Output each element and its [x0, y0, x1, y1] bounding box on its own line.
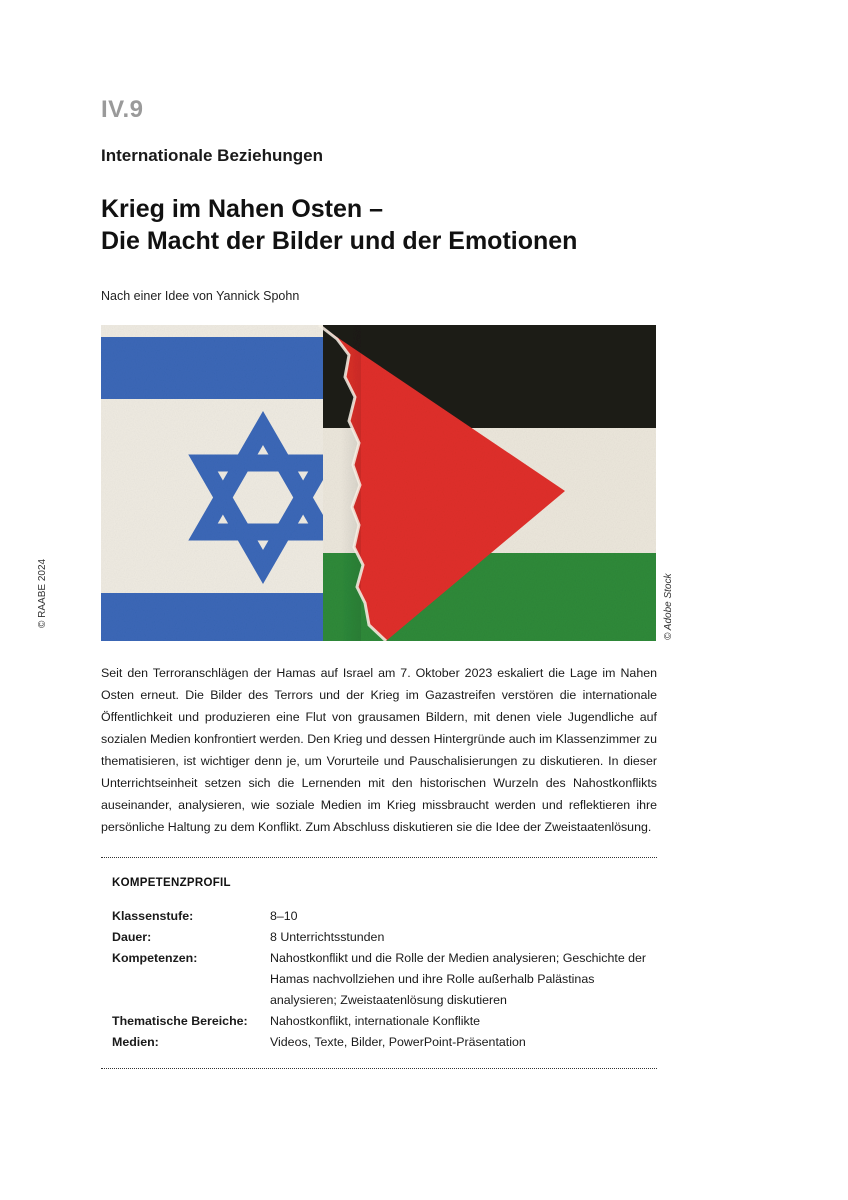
copyright-image: © Adobe Stock [663, 573, 674, 640]
row-value: Videos, Texte, Bilder, PowerPoint-Präsentation [270, 1035, 526, 1049]
row-label: Thematische Bereiche: [112, 1014, 248, 1028]
category-label: Internationale Beziehungen [101, 146, 323, 165]
row-value: 8 Unterrichtsstunden [270, 930, 385, 944]
intro-paragraph: Seit den Terroranschlägen der Hamas auf Israel am 7. Oktober 2023 eskaliert die Lage im Nahen Osten erneut. Die Bilder des Terrors und der Krieg im Gazastreifen verstören die internationale Öffentlichkeit und produzieren eine Flut von grausamen Bildern, mit denen viele Jugendliche auf sozialen Medien konfrontiert werden. Den Krieg und dessen Hintergründe auch im Klassenzimmer zu thematisieren, ist wichtiger denn je, um Vorurteile und Pauschalisierungen zu diskutieren. In dieser Unterrichtseinheit setzen sich die Lernenden mit den historischen Wurzeln des Nahostkonflikts auseinander, analysieren, wie soziale Medien im Krieg missbraucht werden und reflektieren ihre persönliche Haltung zu dem Konflikt. Zum Abschluss diskutieren sie die Idee der Zweistaatenlösung. [101, 666, 657, 834]
table-row [112, 1032, 652, 1053]
row-value: 8–10 [270, 909, 298, 923]
copyright-raabe: © RAABE 2024 [37, 558, 48, 628]
chapter-number: IV.9 [101, 96, 144, 123]
row-value: Nahostkonflikt und die Rolle der Medien analysieren; Geschichte der Hamas nachvollziehen und ihre Rolle außerhalb Palästinas analysieren; Zweistaatenlösung diskutieren [270, 951, 647, 1007]
flags-illustration [101, 325, 656, 641]
hero-image [101, 325, 656, 641]
kompetenzprofil-table [112, 906, 652, 1053]
title-line-2: Die Macht der Bilder und der Emotionen [101, 227, 578, 255]
title-line-1: Krieg im Nahen Osten – [101, 195, 384, 223]
table-row [112, 948, 652, 1011]
page-title [101, 193, 577, 257]
divider-top [101, 857, 657, 858]
palestine-flag [319, 325, 656, 641]
table-row [112, 906, 652, 927]
row-label: Klassenstufe: [112, 909, 194, 923]
divider-bottom [101, 1068, 657, 1069]
kompetenzprofil-heading: KOMPETENZPROFIL [112, 877, 231, 889]
table-row [112, 927, 652, 948]
author-credit: Nach einer Idee von Yannick Spohn [101, 289, 300, 303]
table-row [112, 1011, 652, 1032]
row-label: Kompetenzen: [112, 951, 198, 965]
row-label: Medien: [112, 1035, 159, 1049]
row-label: Dauer: [112, 930, 152, 944]
row-value: Nahostkonflikt, internationale Konflikte [270, 1014, 481, 1028]
